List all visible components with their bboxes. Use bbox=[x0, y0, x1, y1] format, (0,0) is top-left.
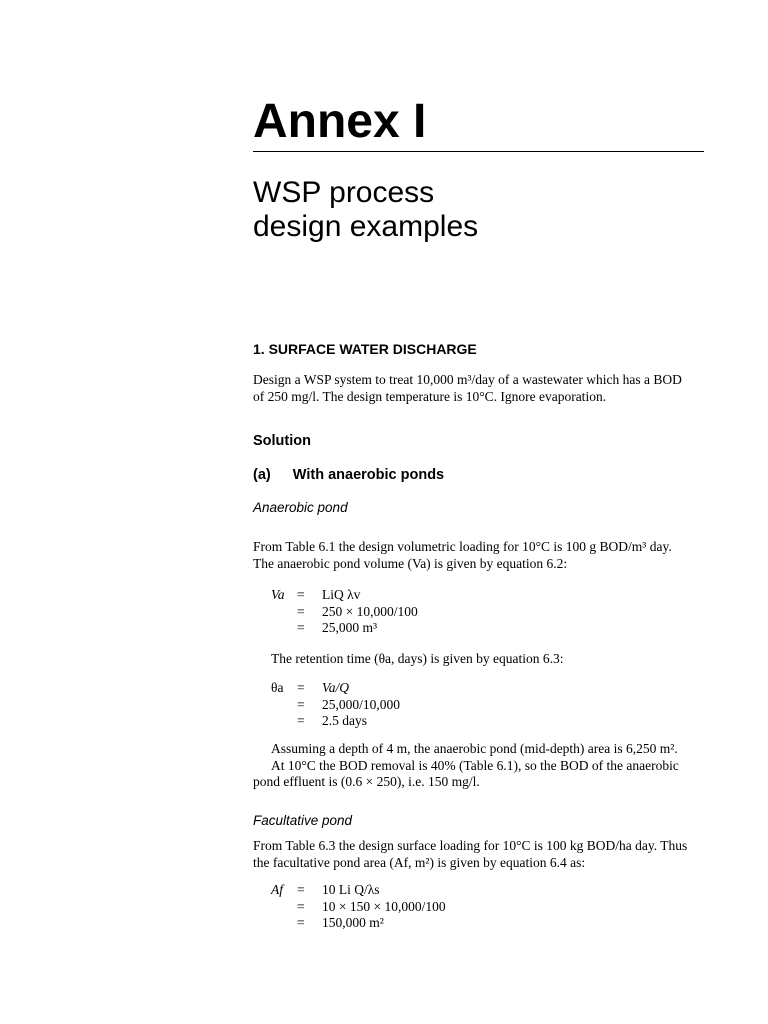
depth-line-3: pond effluent is (0.6 × 250), i.e. 150 mg/l. bbox=[253, 774, 480, 789]
equation-lhs: θa bbox=[271, 680, 284, 695]
subsection-a-heading bbox=[253, 466, 444, 484]
equation-lhs bbox=[271, 713, 297, 730]
equation-row bbox=[271, 899, 446, 916]
section-1-title: SURFACE WATER DISCHARGE bbox=[268, 341, 477, 357]
equation-operator: = bbox=[297, 882, 305, 897]
equation-rhs: 250 × 10,000/100 bbox=[322, 603, 418, 619]
equation-rhs: 10 Li Q/λs bbox=[322, 882, 380, 897]
equation-lhs bbox=[271, 620, 297, 637]
equation-operator: = bbox=[297, 620, 305, 635]
equation-row bbox=[271, 713, 400, 730]
area-equation bbox=[271, 882, 446, 932]
equation-row bbox=[271, 620, 418, 637]
facultative-intro-line-1: From Table 6.3 the design surface loading for 10°C is 100 kg BOD/ha day. Thus bbox=[253, 838, 688, 853]
problem-line-1: Design a WSP system to treat 10,000 m³/day of a wastewater which has a BOD bbox=[253, 372, 682, 387]
equation-operator: = bbox=[297, 713, 305, 728]
equation-rhs: 10 × 150 × 10,000/100 bbox=[322, 898, 446, 914]
depth-paragraph bbox=[253, 741, 704, 791]
subsection-a-title: With anaerobic ponds bbox=[292, 467, 445, 483]
title-rule bbox=[253, 151, 704, 152]
equation-row bbox=[271, 587, 418, 604]
equation-row bbox=[271, 882, 446, 899]
problem-line-2: of 250 mg/l. The design temperature is 10°C. Ignore evaporation. bbox=[253, 388, 607, 404]
equation-rhs: 25,000/10,000 bbox=[322, 696, 401, 712]
equation-rhs: 150,000 m² bbox=[322, 915, 384, 930]
equation-lhs: Va bbox=[271, 587, 285, 602]
equation-operator: = bbox=[297, 915, 305, 930]
facultative-intro bbox=[253, 838, 704, 871]
subtitle-line-1: WSP process bbox=[253, 176, 435, 209]
equation-row bbox=[271, 915, 446, 932]
equation-operator: = bbox=[297, 680, 305, 695]
equation-operator: = bbox=[297, 696, 305, 712]
section-1-heading bbox=[253, 340, 477, 358]
equation-operator: = bbox=[297, 603, 305, 619]
annex-title: Annex I bbox=[253, 95, 427, 148]
equation-lhs bbox=[271, 604, 297, 621]
facultative-pond-heading: Facultative pond bbox=[253, 813, 353, 828]
retention-intro: The retention time (θa, days) is given by equation 6.3: bbox=[271, 651, 564, 666]
anaerobic-intro bbox=[253, 539, 704, 572]
equation-lhs bbox=[271, 915, 297, 932]
retention-equation bbox=[271, 680, 400, 730]
solution-heading: Solution bbox=[253, 433, 311, 449]
subsection-a-label: (a) bbox=[253, 467, 271, 483]
equation-operator: = bbox=[297, 898, 305, 914]
subtitle-line-2: design examples bbox=[253, 210, 479, 243]
equation-lhs bbox=[271, 899, 297, 916]
problem-statement bbox=[253, 372, 704, 405]
equation-row bbox=[271, 604, 418, 621]
anaerobic-intro-line-1: From Table 6.1 the design volumetric loading for 10°C is 100 g BOD/m³ day. bbox=[253, 539, 672, 554]
equation-lhs bbox=[271, 697, 297, 714]
section-1-number: 1. bbox=[253, 341, 265, 357]
equation-lhs: Af bbox=[271, 882, 283, 897]
depth-line-1: Assuming a depth of 4 m, the anaerobic pond (mid-depth) area is 6,250 m². bbox=[271, 741, 678, 756]
equation-rhs: LiQ λv bbox=[322, 587, 361, 602]
equation-row bbox=[271, 697, 400, 714]
anaerobic-intro-line-2: The anaerobic pond volume (Va) is given by equation 6.2: bbox=[253, 555, 568, 571]
depth-line-2: At 10°C the BOD removal is 40% (Table 6.1), so the BOD of the anaerobic bbox=[271, 757, 679, 773]
equation-row bbox=[271, 680, 400, 697]
equation-rhs: 25,000 m³ bbox=[322, 620, 378, 635]
equation-operator: = bbox=[297, 587, 305, 602]
equation-rhs: Va/Q bbox=[322, 680, 349, 695]
volume-equation bbox=[271, 587, 418, 637]
equation-rhs: 2.5 days bbox=[322, 713, 367, 728]
document-subtitle bbox=[253, 176, 478, 244]
anaerobic-pond-heading: Anaerobic pond bbox=[253, 500, 348, 515]
facultative-intro-line-2: the facultative pond area (Af, m²) is given by equation 6.4 as: bbox=[253, 854, 586, 870]
